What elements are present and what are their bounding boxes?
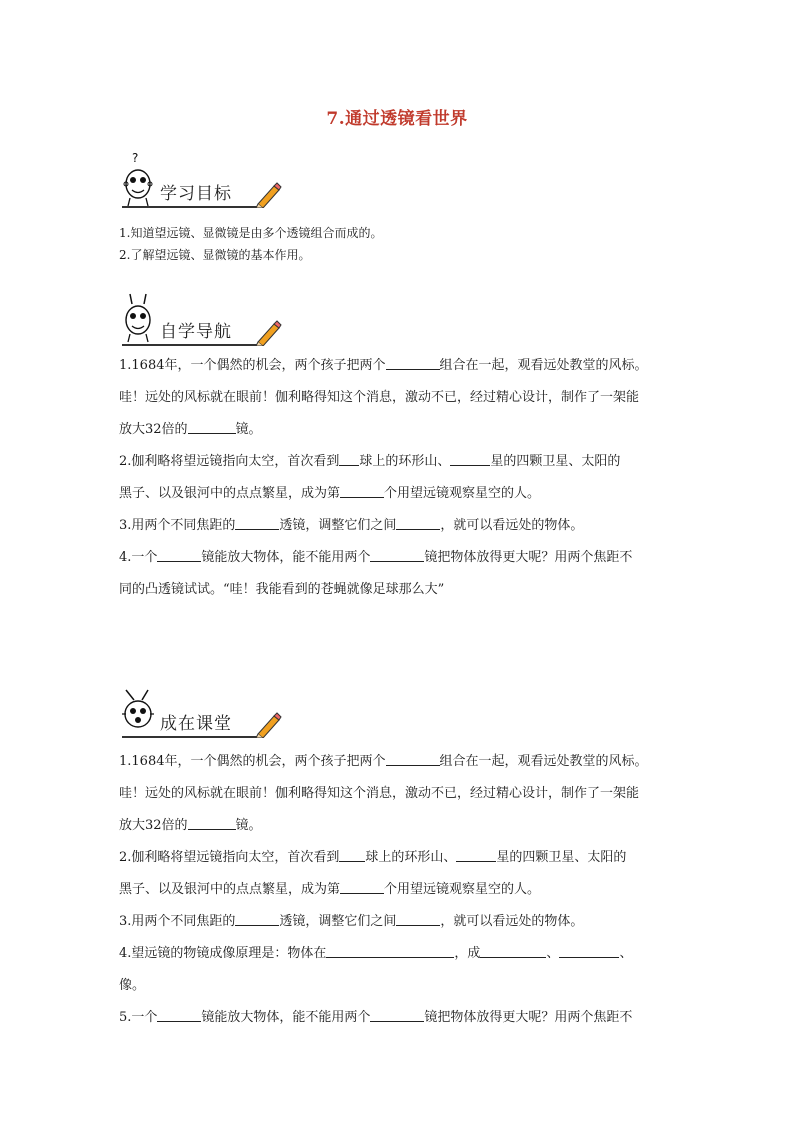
pencil-icon <box>254 182 282 208</box>
fill-blank[interactable] <box>480 945 546 958</box>
learning-goal-item: 1.知道望远镜、显微镜是由多个透镜组合而成的。 <box>119 226 383 240</box>
text-line: 5.一个 镜能放大物体，能不能用两个 镜把物体放得更大呢？用两个焦距不 <box>119 1010 633 1025</box>
fill-blank[interactable] <box>235 517 279 530</box>
section-heading-self-study <box>118 288 288 350</box>
section-heading-learning-goals <box>118 150 288 212</box>
fill-blank[interactable] <box>370 1009 424 1022</box>
text-line: 放大32倍的 镜。 <box>119 422 262 437</box>
fill-blank[interactable] <box>340 485 384 498</box>
pencil-icon <box>254 320 282 346</box>
fill-blank[interactable] <box>386 753 440 766</box>
fill-blank[interactable] <box>188 421 236 434</box>
section-heading-label: 自学导航 <box>160 322 232 342</box>
text-line: 3.用两个不同焦距的 透镜，调整它们之间 ，就可以看远处的物体。 <box>119 518 584 533</box>
section-heading-label: 学习目标 <box>160 184 232 204</box>
text-line: 黑子、以及银河中的点点繁星，成为第 个用望远镜观察星空的人。 <box>119 486 541 501</box>
text-line: 放大32倍的 镜。 <box>119 818 262 833</box>
text-line: 黑子、以及银河中的点点繁星，成为第 个用望远镜观察星空的人。 <box>119 882 541 897</box>
fill-blank[interactable] <box>235 913 279 926</box>
page-title: 7.通过透镜看世界 <box>326 109 468 129</box>
fill-blank[interactable] <box>339 849 365 862</box>
text-line: 2.伽利略将望远镜指向太空，首次看到 球上的环形山、 星的四颗卫星、太阳的 <box>119 454 621 469</box>
fill-blank[interactable] <box>386 357 440 370</box>
section-heading-label: 成在课堂 <box>160 714 232 734</box>
fill-blank[interactable] <box>396 913 440 926</box>
fill-blank[interactable] <box>157 1009 201 1022</box>
pencil-icon <box>254 712 282 738</box>
text-line: 1.1684年，一个偶然的机会，两个孩子把两个 组合在一起，观看远处教堂的风标。 <box>119 754 648 769</box>
fill-blank[interactable] <box>450 453 490 466</box>
text-line: 2.伽利略将望远镜指向太空，首次看到 球上的环形山、 星的四颗卫星、太阳的 <box>119 850 627 865</box>
section-heading-classroom <box>118 680 288 742</box>
heading-underline <box>122 736 262 738</box>
text-line: 4.一个 镜能放大物体，能不能用两个 镜把物体放得更大呢？用两个焦距不 <box>119 550 633 565</box>
text-line: 1.1684年，一个偶然的机会，两个孩子把两个 组合在一起，观看远处教堂的风标。 <box>119 358 648 373</box>
svg-text:?: ? <box>132 151 139 165</box>
fill-blank[interactable] <box>188 817 236 830</box>
fill-blank[interactable] <box>326 945 454 958</box>
learning-goal-item: 2.了解望远镜、显微镜的基本作用。 <box>119 248 311 262</box>
text-line: 3.用两个不同焦距的 透镜，调整它们之间 ，就可以看远处的物体。 <box>119 914 584 929</box>
fill-blank[interactable] <box>456 849 496 862</box>
text-line: 像。 <box>119 978 146 993</box>
fill-blank[interactable] <box>370 549 424 562</box>
fill-blank[interactable] <box>157 549 201 562</box>
heading-underline <box>122 206 262 208</box>
fill-blank[interactable] <box>339 453 359 466</box>
heading-underline <box>122 344 262 346</box>
fill-blank[interactable] <box>396 517 440 530</box>
text-line: 哇！远处的风标就在眼前！伽利略得知这个消息，激动不已，经过精心设计，制作了一架能 <box>119 786 640 801</box>
fill-blank[interactable] <box>559 945 619 958</box>
text-line: 哇！远处的风标就在眼前！伽利略得知这个消息，激动不已，经过精心设计，制作了一架能 <box>119 390 640 405</box>
fill-blank[interactable] <box>340 881 384 894</box>
text-line: 4.望远镜的物镜成像原理是：物体在 ，成 、 、 <box>119 946 633 961</box>
text-line: 同的凸透镜试试。“哇！我能看到的苍蝇就像足球那么大” <box>119 582 445 597</box>
